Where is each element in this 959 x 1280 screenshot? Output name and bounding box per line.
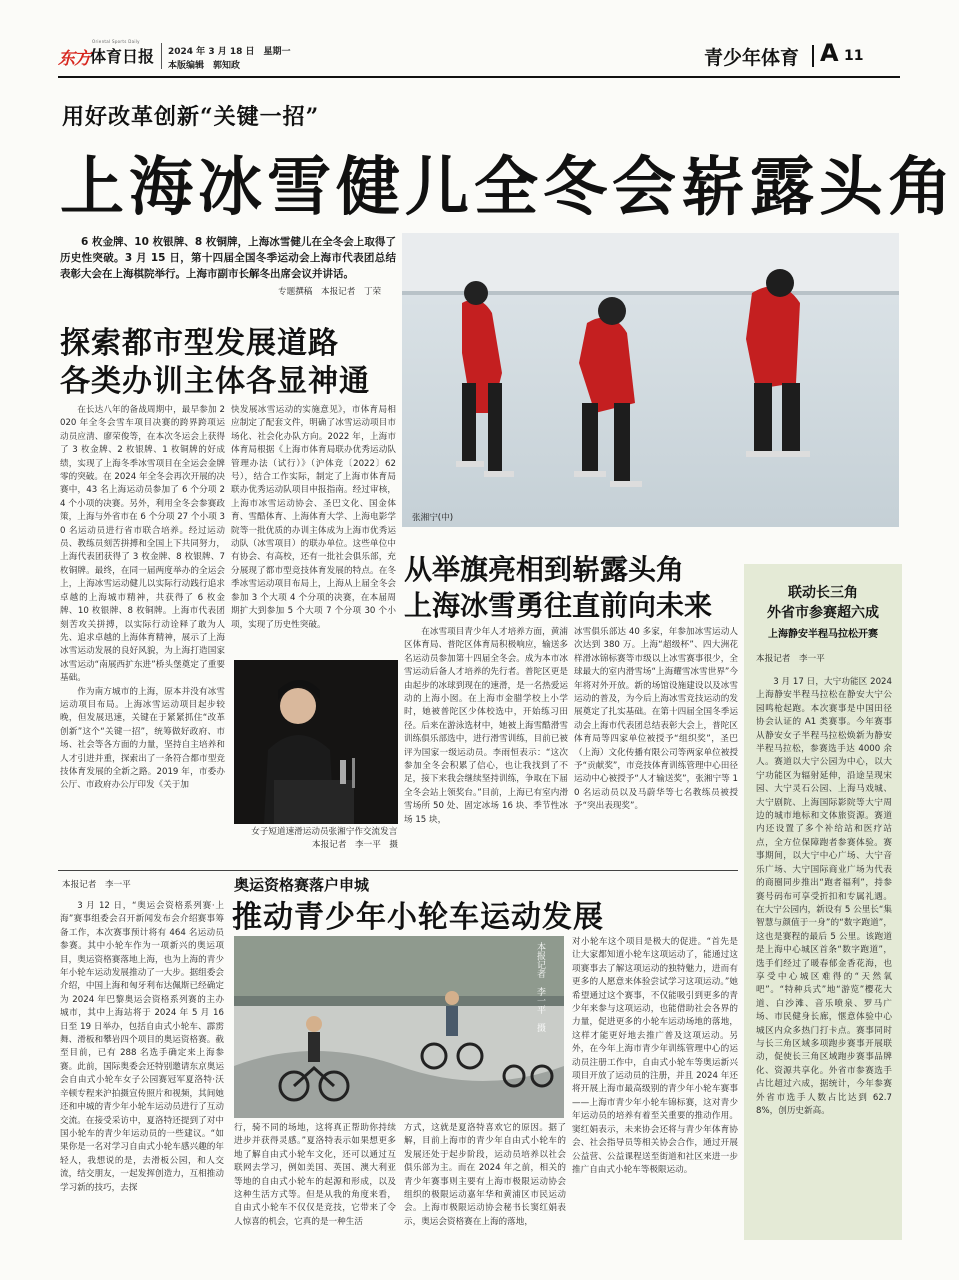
lead-intro: 6 枚金牌、10 枚银牌、8 枚铜牌，上海冰雪健儿在全冬会上取得了历史性突破。3 月 15 日，第十四届全国冬季运动会上海市代表团总结表彰大会在上海棋院举行。上海市副市长解冬出席会议并讲话。 — [60, 236, 396, 280]
sidebar-para: 3 月 17 日，大宁功能区 2024 上海静安半程马拉松在静安大宁公园鸣枪起跑。本次赛事是中国田径协会认证的 A1 类赛事。今年赛事从静安女子半程马拉松焕新为静安半程马拉松，参赛选手达 4000 余人。赛道以大宁公园为中心，以大宁功能区为辐射延伸，沿途呈现宋园、大宁灵石公园、上海马戏城、大宁剧院、上海国际影院等大宁周边的城市地标和文体旅资源。赛道内还设置了多个补给站和医疗站点，全方位保障跑者参赛体验。赛事期间，以大宁中心广场、大宁音乐广场、大宁国际商业广场为代表的商圈同步推出“跑者福利”，持参赛号码布可享受折扣和专属礼遇。在大宁公园内，新设有 5 公里长“集智慧与颜值于一身”的“数字跑道”，这也是赛程的最后 5 公里。该跑道是上海中心城区首条“数字跑道”，选手们经过了暖春郁金香花海，也享受中心城区难得的“天然氧吧”。“特种兵式”地“游览”樱花大道、白沙滩、音乐喷泉、罗马广场、市民健身长廊，惬意体验中心城区内众多热门打卡点。赛事同时与长三角区域多项跑步赛事开展联动，促使长三角区域跑步赛事品牌化、资源共享化。外省市参赛选手占比超过六成，据统计，今年参赛外省市选手人数占比达到 62.78%，创历史新高。 — [756, 677, 892, 1116]
speaker-photo — [234, 660, 398, 824]
masthead — [58, 40, 900, 80]
speaker-illustration — [234, 660, 398, 824]
newspaper-logo — [58, 39, 155, 70]
section-divider — [812, 45, 814, 67]
story1-para-2: 作为南方城市的上海，原本并没有冰雪运动项目布局。上海冰雪运动项目起步较晚，但发展迅速，关键在于紧紧抓住“改革创新”这个“关键一招”，统筹做好政府、市场、社会等各方面的力量，坚持自主培养和人才引进并重，探索出了一条符合都市型竞技体育发展的全新之路。2019 年，市委办公厅、市政府办公厅印发《关于加 — [60, 686, 225, 791]
photo2-credit: 本报记者 李一平 摄 — [312, 840, 398, 850]
story3-column-2 — [234, 1122, 396, 1240]
story3-para-3: 方式，这就是夏洛特喜欢它的原因。据了解，目前上海市的青少年自由式小轮车的发展还处于起步阶段，运动员培养以社会俱乐部为主。而在 2024 年之前，相关的青少年赛事则主要有上海市极限运动协会组织的极限运动嘉年华和黄浦区市民运动会。上海市极限运动协会秘书长窦红娟表示，奥运会资格赛在上海的落地， — [404, 1123, 566, 1227]
page-letter: A — [820, 39, 839, 67]
story3-para-4: 对小轮车这个项目是极大的促进。“首先是让大家都知道小轮车这项运动了，能通过这项赛事去了解这项运动的独特魅力，进而有更多的人愿意来体验尝试学习这项运动。”她希望通过这个赛事，不仅能吸引到更多的青少年来参与这项运动，也能借助社会各界的力量，促进更多的小轮车运动场地的落地，这样才能更好地去推广普及这项运动。另外，在今年上海市青少年训练管理中心的运动员注册工作中，自由式小轮车等奥运新兴项目开放了运动员的注册，并且 2024 年还将开展上海市最高级别的青少年小轮车赛事——上海市青少年小轮车锦标赛，这对青少年运动员的培养有着至关重要的推动作用。窦红娟表示，未来协会还将与青少年体育协会、社会指导员等相关协会合作，通过开展公益营、公益课程送至街道和社区来进一步推广自由式小轮车等极限运动。 — [572, 937, 738, 1175]
lead-byline: 专题撰稿 本报记者 丁荣 — [278, 287, 382, 297]
story3-para-1: 3 月 12 日，“奥运会资格系列赛·上海”赛事组委会召开新闻发布会介绍赛事筹备工作，本次赛事预计将有 464 名运动员参赛。其中小轮车作为一项新兴的奥运项目，奥运资格赛落地上海，也为上海的青少年小轮车运动发展推动了一大步。据组委会介绍，中国上海和匈牙利布达佩斯已经确定为 2024 年巴黎奥运会资格系列赛的主办城市，其中上海站将于 2024 年 5 月 16 日至 19 日举办，包括自由式小轮车、霹雳舞、滑板和攀岩四个项目的奥运资格赛。截至目前，已有 288 名选手确定来上海参赛。此前，国际奥委会还特别邀请东京奥运会自由式小轮车女子公园赛冠军夏洛特·沃辛顿专程来沪拍摄宣传照片和视频，其间她还和申城的青少年小轮车运动员进行了互动交流。在接受采访中，夏洛特还提到了对中国小轮车的青少年运动员的一些建议。“如果你是一名对学习自由式小轮车感兴趣的年轻人，我想说的是，去滑板公园，和人交流，结交朋友，一起发挥创造力，互相推动学习新的技巧，去探 — [60, 901, 224, 1193]
story1-headline-2: 各类办训主体各显神通 — [60, 364, 370, 399]
story2-headline-1: 从举旗亮相到崭露头角 — [404, 553, 685, 586]
story1-headline-1: 探索都市型发展道路 — [60, 326, 339, 361]
story3-para-2: 行，骑不同的场地，这将真正帮助你持续进步并获得灵感。”夏洛特表示如果想更多地了解自由式小轮车文化，还可以通过互联网去学习，例如美国、英国、澳大利亚等地的自由式小轮车的起源和形成，以及这种生活方式等。但是从我的角度来看，自由式小轮车不仅仅是竞技，它带来了令人惊喜的机会，它真的是一种生活 — [234, 1123, 396, 1227]
logo-subtitle: Oriental Sports Daily — [92, 39, 140, 44]
masthead-rule — [58, 76, 900, 78]
issue-date: 2024 年 3 月 18 日 星期一 — [168, 47, 291, 57]
story3-top-rule — [58, 870, 738, 871]
sidebar-subtitle: 上海静安半程马拉松开赛 — [768, 629, 878, 640]
lead-kicker: 用好改革创新“关键一招” — [62, 104, 320, 130]
sidebar-body — [756, 676, 892, 1232]
logo-red-text: 东方 — [58, 49, 90, 69]
skaters-illustration — [402, 233, 899, 527]
story2-column-2 — [574, 626, 738, 862]
story1-para-1: 在长达八年的备战周期中，最早参加 2020 年全冬会雪车项目决赛的跨界跨项运动员应清、廖荣俊等，在本次冬运会上获得了 3 枚金牌、2 枚银牌、1 枚铜牌的好成绩，实现了上海冬季冰雪项目在全运会金牌零的突破。在 2024 年全冬会再次开展的决赛中，43 名上海运动员参加了 6 个分项 24 个小项的决赛。另外，利用全冬会参赛政策，上海与外省市在 6 个分项 27 个小项 30 名运动员进行省市联合培养。经过运动员、教练员刻苦拼搏和全国上下共同努力，上海代表团获得了 3 枚金牌、8 枚银牌、7 枚铜牌。最终，在同一届两度举办的全运会上，上海冰雪运动健儿以实际行动践行追求卓越的上海城市精神，共获得了 6 枚金牌、10 枚银牌、8 枚铜牌。上海市代表团刻苦攻关拼搏，以实际行动诠释了敢为人先、追求卓越的上海体育精神，展示了上海冰雪运动发展的良好风貌，为上海打造国家冰雪运动“南展西扩东进”桥头堡奠定了重要基础。 — [60, 405, 225, 684]
photo2-caption-text: 女子短道速滑运动员张湘宁作交流发言 — [251, 827, 398, 837]
sidebar-box — [744, 564, 902, 1240]
logo-black-text: 体育日报 — [90, 47, 155, 66]
story3-column-4 — [572, 936, 738, 1240]
story3-byline: 本报记者 李一平 — [62, 880, 131, 890]
sidebar-byline: 本报记者 李一平 — [756, 654, 825, 664]
story1-column-2 — [231, 404, 396, 648]
section-name: 青少年体育 — [704, 47, 800, 69]
sidebar-title-1: 联动长三角 — [788, 585, 858, 601]
lead-headline: 上海冰雪健儿全冬会崭露头角 — [60, 150, 957, 225]
story3-kicker: 奥运资格赛落户申城 — [234, 876, 370, 894]
sidebar-title-2: 外省市参赛超六成 — [767, 605, 879, 621]
page-number: 11 — [844, 48, 864, 64]
page-editor: 本版编辑 郭知政 — [168, 61, 241, 71]
speed-skating-photo — [402, 233, 899, 527]
story2-column-1 — [404, 626, 568, 862]
story3-headline: 推动青少年小轮车运动发展 — [232, 900, 604, 935]
story2-para-2: 冰雪俱乐部达 40 多家，年参加冰雪运动人次达到 380 万。上海“超级杯”、四大洲花样滑冰锦标赛等市级以上冰雪赛事很少，全球最大的室内滑雪场“上海耀雪冰雪世界”今年将对外开放。新的场馆设施建设以及冰雪运动的普及，为今后上海冰雪竞技运动的发展奠定了扎实基础。在第十四届全国冬季运动会上海市代表团总结表彰大会上，普陀区体育局等四家单位被授予“组织奖”，圣巴（上海）文化传播有限公司等两家单位被授予“贡献奖”，市竞技体育训练管理中心田径运动中心被授予“人才输送奖”，张湘宁等 10 名运动员以及马蔚华等七名教练员被授予“突出表现奖”。 — [574, 627, 738, 812]
story3-column-1 — [60, 900, 224, 1240]
bmx-photo-credit: 本报记者 李一平 摄 — [535, 942, 545, 1032]
bmx-photo — [234, 936, 564, 1118]
story2-headline-2: 上海冰雪勇往直前向未来 — [404, 589, 713, 622]
photo2-caption — [234, 826, 398, 852]
story1-column-1 — [60, 404, 225, 866]
photo1-caption: 张湘宁(中) — [412, 513, 454, 523]
bmx-illustration — [234, 936, 564, 1118]
story2-para-1: 在冰雪项目青少年人才培养方面，黄浦区体育局、普陀区体育局积极响应，输送多名运动员参加第十四届全冬会。成为本市冰雪运动后备人才培养的先行者。普陀区更是由起步的冰球到现在的速滑，是一名热爱运动的上海小囡。在上海市金腊学校上小学时，她被普陀区少体校选中，开始练习田径。后来在游泳选材中，她被上海雪酷滑雪训练俱乐部选中，进行滑雪训练，目前已被评为国家一级运动员。李雨恒表示：“这次参加全冬会积累了信心，也让我找到了不足，接下来我会继续坚持训练，争取在下届全冬会站上领奖台。”目前，上海已有室内滑雪场所 50 处、固定冰场 16 块、季节性冰场 15 块， — [404, 627, 568, 825]
story3-column-3 — [404, 1122, 566, 1240]
story1-para-3: 快发展冰雪运动的实施意见》，市体育局相应制定了配套文件，明确了冰雪运动项目市场化、社会化办队方向。2022 年，上海市体育局根据《上海市体育局联办优秀运动队管理办法（试行）》（沪体竞〔2022〕62 号），结合工作实际，制定了上海市体育局联办优秀运动队项目申报指南。经过审核，上海市冰雪运动协会、圣巴文化、国金体育、雪酷体育、上海体育大学、上海电影学院等一批优质的办训主体成为上海市优秀运动队（冰雪项目）的联办单位。这些单位中有协会、有高校，还有一批社会俱乐部，充分展现了都市型竞技体育发展的特点。在冬季冰雪运动项目布局上，上海从上届全冬会参加 3 个大项 4 个分项的决赛，在本届周期扩大到参加 5 个大项 7 个分项 30 个小项，实现了历史性突破。 — [231, 405, 396, 630]
masthead-divider — [161, 43, 162, 69]
